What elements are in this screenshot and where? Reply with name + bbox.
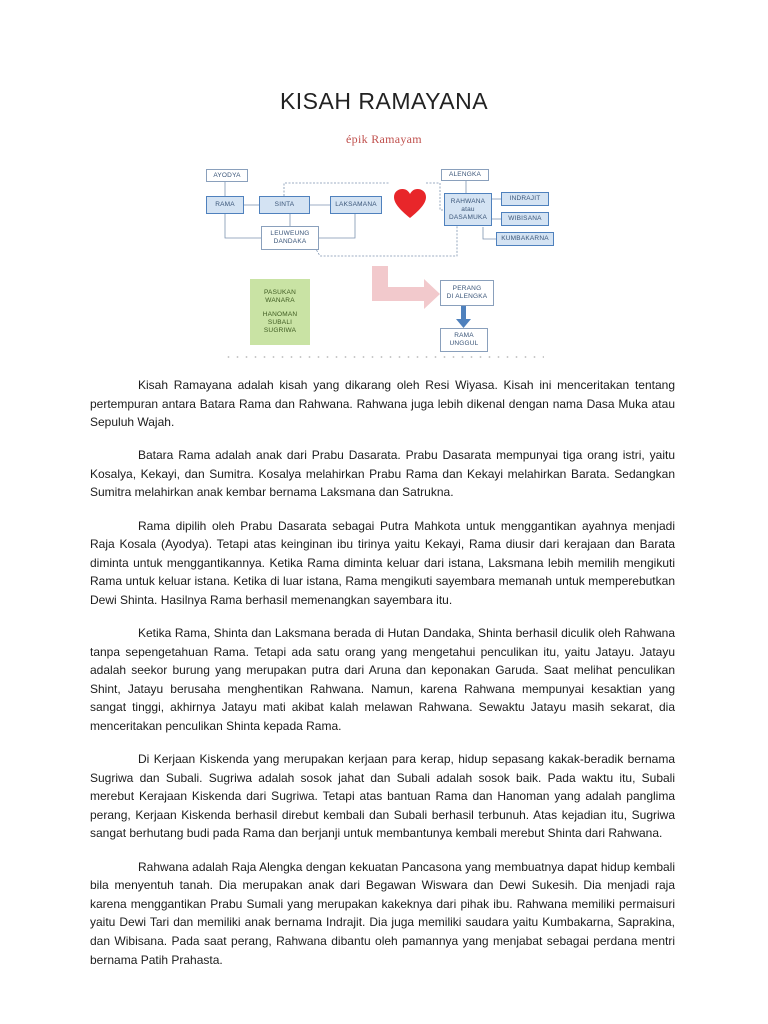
paragraph: Di Kerjaan Kiskenda yang merupakan kerjaan para kerap, hidup sepasang kakak-beradik bernama Sugriwa dan Subali. Sugriwa adalah sosok jahat dan Subali adalah sosok baik. Pada waktu itu, Subali merebut Kerajaan Kiskenda dari Sugriwa. Tetapi atas bantuan Rama dan Hanoman yang adalah panglima perang, Kerjaan Kiskenda berhasil direbut kembali dan Subali berhasil terbunuh. Atas kejadian itu, Sugriwa sangat berhutang budi pada Rama dan berjanji untuk membantunya kembali merebut Shinta dari Rahwana. (90, 752, 675, 841)
node-perang-alengka: PERANG DI ALENGKA (440, 280, 494, 306)
pink-arrow (372, 266, 440, 309)
diagram-caption-faint (224, 355, 544, 359)
story-body (90, 376, 675, 984)
node-ayodya: AYODYA (206, 169, 248, 182)
node-wibisana: WIBISANA (501, 212, 549, 226)
node-indrajit: INDRAJIT (501, 192, 549, 206)
paragraph: Kisah Ramayana adalah kisah yang dikarang oleh Resi Wiyasa. Kisah ini menceritakan tentang pertempuran antara Batara Rama dan Rahwana. Rahwana juga lebih dikenal dengan nama Dasa Muka atau Sepuluh Wajah. (90, 378, 675, 430)
node-hutan-dandaka: LEUWEUNG DANDAKA (261, 226, 319, 250)
blue-down-arrow (461, 306, 466, 320)
node-alengka: ALENGKA (441, 169, 489, 181)
paragraph: Rama dipilih oleh Prabu Dasarata sebagai Putra Mahkota untuk menggantikan ayahnya menjadi Raja Kosala (Ayodya). Tetapi atas keinginan ibu tirinya yaitu Kekayi, Rama diusir dari kerajaan dan Barata diminta untuk menggantikannya. Ketika Rama diminta keluar dari istana, Laksmana lebih memilih mengikuti Rama untuk keluar istana. Ketika di luar istana, Rama mengikuti sayembara memanah untuk memperebutkan Dewi Shinta. Hasilnya Rama berhasil memenangkan sayembara itu. (90, 518, 675, 607)
node-rama: RAMA (206, 196, 244, 214)
node-rahwana: RAHWANA atau DASAMUKA (444, 193, 492, 226)
node-rama-unggul: RAMA UNGGUL (440, 328, 488, 352)
story-diagram (0, 0, 768, 370)
node-kumbakarna: KUMBAKARNA (496, 232, 554, 246)
diagram-subtitle: épik Ramayam (346, 132, 422, 146)
document-title: KISAH RAMAYANA (279, 88, 489, 114)
node-laksamana: LAKSAMANA (330, 196, 382, 214)
node-pasukan-wanara: PASUKAN WANARA HANOMAN SUBALI SUGRIWA (250, 279, 310, 345)
node-sinta: SINTA (259, 196, 310, 214)
paragraph: Batara Rama adalah anak dari Prabu Dasarata. Prabu Dasarata mempunyai tiga orang istri, yaitu Kosalya, Kekayi, dan Sumitra. Kosalya melahirkan Prabu Rama dan Kekayi melahirkan Barata. Sedangkan Sumitra melahirkan anak kembar bernama Laksmana dan Satrukna. (90, 448, 675, 500)
heart-icon (394, 189, 426, 219)
paragraph: Ketika Rama, Shinta dan Laksmana berada di Hutan Dandaka, Shinta berhasil diculik oleh Rahwana tanpa sepengetahuan Rama. Tetapi ada satu orang yang mengetahui penculikan itu, yaitu Jatayu. Jatayu adalah seekor burung yang merupakan putra dari Aruna dan keponakan Garuda. Saat melihat penculikan Shint, Jatayu berusaha menghentikan Rahwana. Namun, karena Rahwana mempunyai kesaktian yang sangat tinggi, akhirnya Jatayu mati akibat kalah melawan Rahwana. Sewaktu Jatayu masih sekarat, dia menceritakan penculikan Shinta kepada Rama. (90, 626, 675, 733)
paragraph: Rahwana adalah Raja Alengka dengan kekuatan Pancasona yang membuatnya dapat hidup kembali bila menyentuh tanah. Dia merupakan anak dari Begawan Wiswara dan Dewi Sukesih. Dia menjadi raja karena menggantikan Prabu Sumali yang merupakan kakeknya dari pihak ibu. Rahwana memiliki permaisuri yaitu Dewi Tari dan memiliki anak bernama Indrajit. Dia juga memiliki saudara yaitu Kumbakarna, Saprakina, dan Wibisana. Pada saat perang, Rahwana dibantu oleh pamannya yang menjabat sebagai perdana mentri bernama Patih Prahasta. (90, 859, 675, 967)
diagram-connectors (0, 0, 768, 370)
